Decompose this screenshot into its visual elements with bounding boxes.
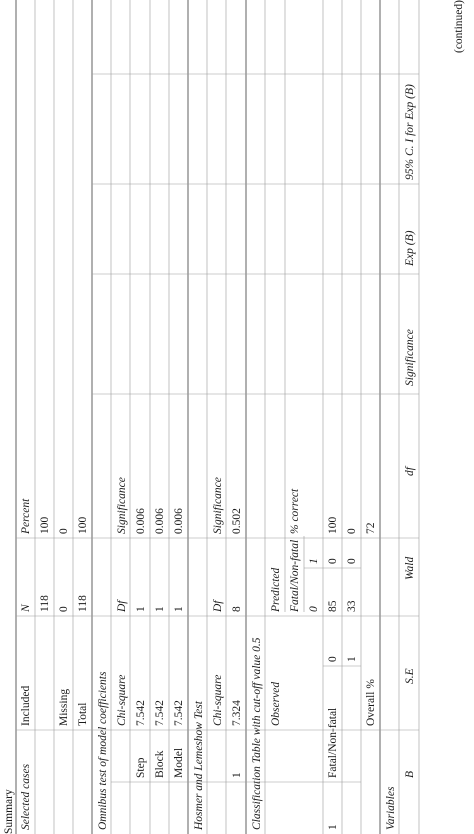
variables-df-header: df bbox=[404, 467, 416, 476]
omnibus-row-block-chisq: 7.542 bbox=[154, 700, 166, 726]
classification-overall-label: Overall % bbox=[365, 679, 377, 726]
omnibus-df-header: Df bbox=[116, 600, 128, 612]
variables-b-header: B bbox=[404, 770, 416, 778]
classification-row-label: Fatal/Non-fatal bbox=[327, 707, 339, 778]
omnibus-row-step-df: 1 bbox=[135, 606, 147, 612]
percent-header: Percent bbox=[20, 498, 32, 534]
hosmer-chisq-header: Chi-square bbox=[212, 674, 224, 726]
summary-row-total-pct: 100 bbox=[77, 516, 89, 534]
summary-row-total-label: Total bbox=[77, 702, 89, 726]
hosmer-title: Hosmer and Lemeshow Test bbox=[193, 701, 205, 830]
omnibus-row-model-df: 1 bbox=[173, 606, 185, 612]
summary-title: Summary bbox=[3, 789, 15, 834]
omnibus-row-step-chisq: 7.542 bbox=[135, 700, 147, 726]
omnibus-sig-header: Significance bbox=[116, 477, 128, 534]
classification-fatal-nonfatal-header: Fatal/Non-fatal bbox=[289, 539, 301, 612]
classification-col-0-header: 0 bbox=[308, 606, 320, 612]
summary-row-missing-label: Missing bbox=[58, 688, 70, 726]
summary-row-included-pct: 100 bbox=[39, 516, 51, 534]
variables-significance-header: Significance bbox=[404, 329, 416, 386]
hosmer-row-df: 8 bbox=[231, 606, 243, 612]
included-label: Included bbox=[20, 685, 32, 726]
omnibus-title: Omnibus test of model coefficients bbox=[97, 671, 109, 830]
classification-predicted-header: Predicted bbox=[270, 567, 282, 612]
classification-row-number: 1 bbox=[327, 824, 339, 830]
hosmer-sig-header: Significance bbox=[212, 477, 224, 534]
variables-expb-header: Exp (B) bbox=[404, 230, 416, 266]
hosmer-row-step: 1 bbox=[231, 772, 243, 778]
hosmer-df-header: Df bbox=[212, 600, 224, 612]
omnibus-row-block-sig: 0.006 bbox=[154, 508, 166, 534]
summary-row-total-n: 118 bbox=[77, 595, 89, 612]
classification-col-1-header: 1 bbox=[308, 558, 320, 564]
classification-row-0-pred-1: 0 bbox=[327, 558, 339, 564]
omnibus-row-model-chisq: 7.542 bbox=[173, 700, 185, 726]
omnibus-chisq-header: Chi-square bbox=[116, 674, 128, 726]
classification-overall-value: 72 bbox=[365, 522, 377, 534]
classification-row-0-observed: 0 bbox=[327, 656, 339, 662]
variables-title: Variables bbox=[385, 786, 397, 830]
omnibus-row-step-sig: 0.006 bbox=[135, 508, 147, 534]
omnibus-row-model-label: Model bbox=[173, 747, 185, 778]
hosmer-row-sig: 0.502 bbox=[231, 508, 243, 534]
n-header: N bbox=[20, 604, 32, 612]
classification-row-1-observed: 1 bbox=[346, 656, 358, 662]
omnibus-row-model-sig: 0.006 bbox=[173, 508, 185, 534]
summary-row-missing-n: 0 bbox=[58, 606, 70, 612]
classification-observed-header: Observed bbox=[270, 681, 282, 726]
variables-wald-header: Wald bbox=[404, 556, 416, 580]
summary-row-included-n: 118 bbox=[39, 595, 51, 612]
classification-row-1-pred-1: 0 bbox=[346, 558, 358, 564]
classification-row-0-pct: 100 bbox=[327, 516, 339, 534]
classification-row-1-pct: 0 bbox=[346, 528, 358, 534]
summary-row-missing-pct: 0 bbox=[58, 528, 70, 534]
rotated-content bbox=[3, 0, 465, 834]
continued-note: (continued) bbox=[453, 0, 465, 54]
omnibus-row-block-label: Block bbox=[154, 750, 166, 778]
classification-row-0-pred-0: 85 bbox=[327, 600, 339, 612]
variables-ci-header: 95% C. I for Exp (B) bbox=[404, 84, 416, 180]
variables-se-header: S.E bbox=[404, 668, 416, 684]
omnibus-row-step-label: Step bbox=[135, 757, 147, 778]
classification-row-1-pred-0: 33 bbox=[346, 600, 358, 612]
hosmer-row-chisq: 7.324 bbox=[231, 700, 243, 726]
classification-pct-correct-header: % correct bbox=[289, 488, 301, 534]
classification-title: Classification Table with cut-off value 0.5 bbox=[251, 637, 263, 830]
omnibus-row-block-df: 1 bbox=[154, 606, 166, 612]
selected-cases-label: Selected cases bbox=[20, 763, 32, 830]
